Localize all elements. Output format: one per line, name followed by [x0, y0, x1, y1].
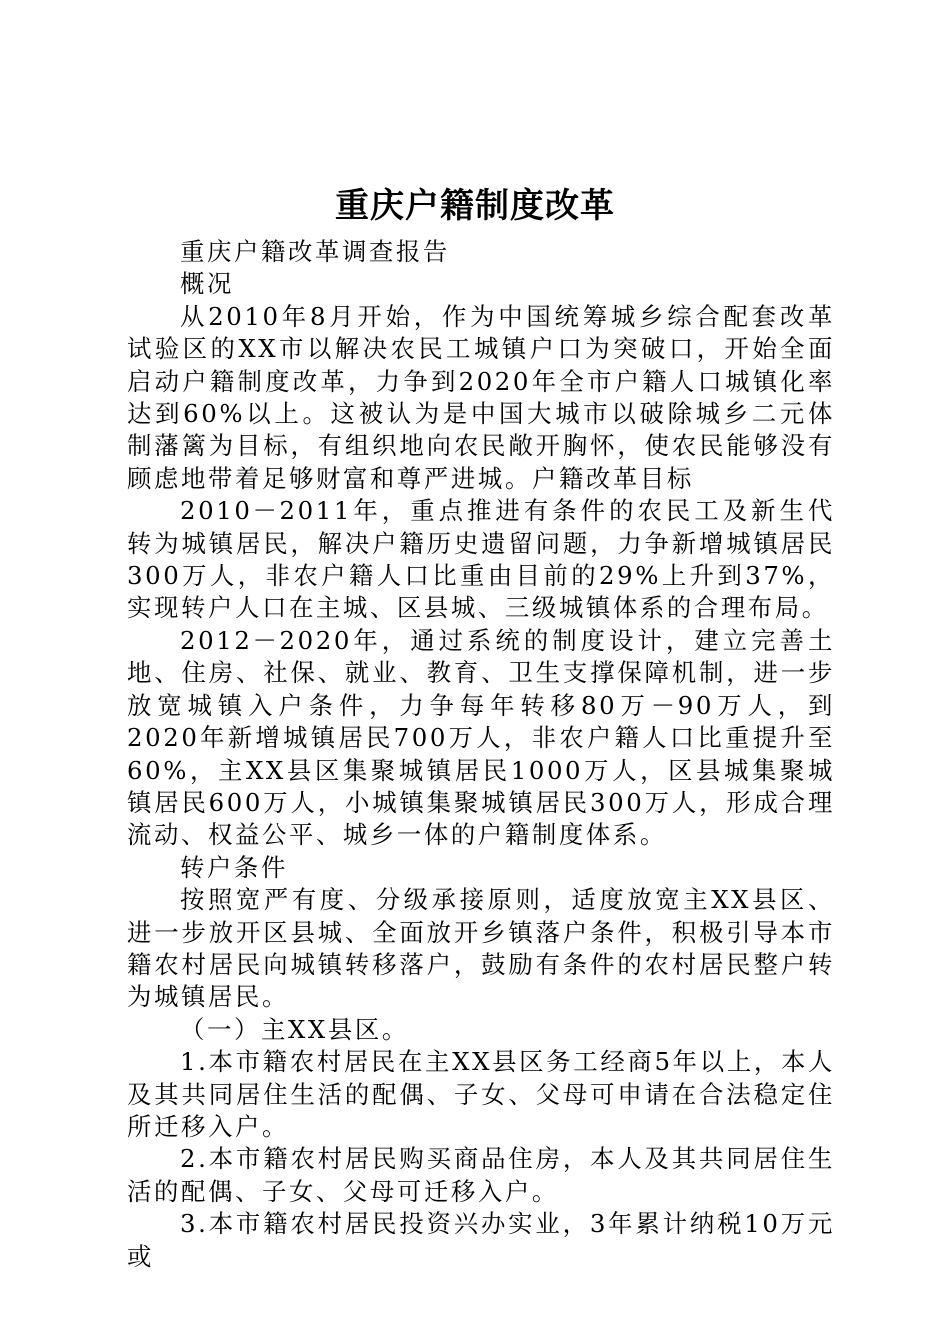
paragraph-item-1: 1.本市籍农村居民在主XX县区务工经商5年以上，本人及其共同居住生活的配偶、子女、父母可申请在合法稳定住所迁移入户。	[127, 1047, 835, 1141]
paragraph-main-district-heading: （一）主XX县区。	[180, 1014, 409, 1044]
paragraph-conditions-heading: 转户条件	[180, 852, 288, 882]
paragraph-goal-2012-2020: 2012－2020年，通过系统的制度设计，建立完善土地、住房、社保、就业、教育、卫生支撑保障机制，进一步放宽城镇入户条件，力争每年转移80万－90万人，到2020年新增城镇居民700万人，非农户籍人口比重提升至60%，主XX县区集聚城镇居民1000万人，区县城集聚城镇居民600万人，小城镇集聚城镇居民300万人，形成合理流动、权益公平、城乡一体的户籍制度体系。	[127, 625, 835, 850]
paragraph-item-2: 2.本市籍农村居民购买商品住房，本人及其共同居住生活的配偶、子女、父母可迁移入户。	[127, 1144, 835, 1206]
paragraph-conditions-principle: 按照宽严有度、分级承接原则，适度放宽主XX县区、进一步放开区县城、全面放开乡镇落户条件，积极引导本市籍农村居民向城镇转移落户，鼓励有条件的农村居民整户转为城镇居民。	[127, 885, 835, 1012]
paragraph-overview: 从2010年8月开始，作为中国统筹城乡综合配套改革试验区的XX市以解决农民工城镇户口为突破口，开始全面启动户籍制度改革，力争到2020年全市户籍人口城镇化率达到60%以上。这被认为是中国大城市以破除城乡二元体制藩篱为目标，有组织地向农民敞开胸怀，使农民能够没有顾虑地带着足够财富和尊严进城。户籍改革目标	[127, 301, 835, 493]
paragraph-item-3: 3.本市籍农村居民投资兴办实业，3年累计纳税10万元或	[127, 1209, 835, 1271]
paragraph-goal-2010-2011: 2010－2011年，重点推进有条件的农民工及新生代转为城镇居民，解决户籍历史遗留问题，力争新增城镇居民300万人，非农户籍人口比重由目前的29%上升到37%，实现转户人口在主城、区县城、三级城镇体系的合理布局。	[127, 496, 835, 623]
document-body	[127, 236, 835, 1273]
paragraph-report-heading: 重庆户籍改革调查报告	[180, 237, 450, 266]
paragraph-overview-heading: 概况	[180, 269, 234, 299]
document-title: 重庆户籍制度改革	[335, 186, 615, 226]
